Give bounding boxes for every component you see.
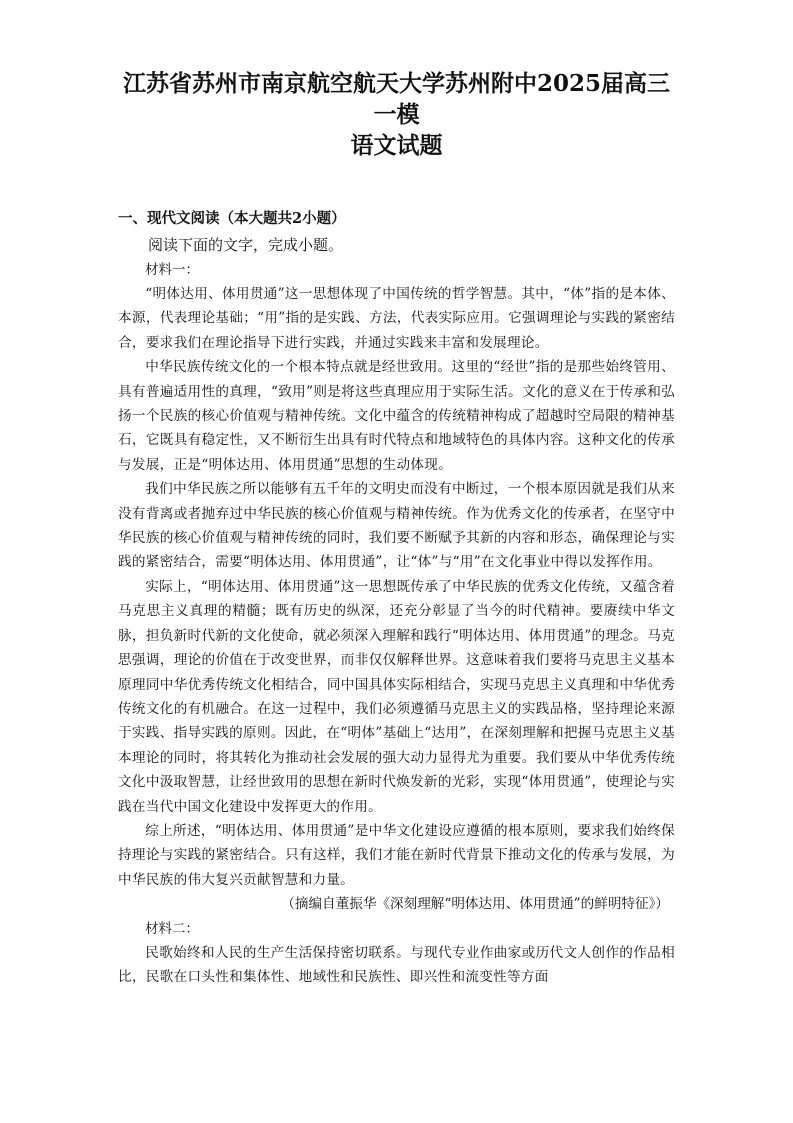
title-line-2: 语文试题 <box>350 132 443 159</box>
document-title <box>118 68 675 161</box>
material-1-source: （摘编自董振华《深刻理解“明体达用、体用贯通”的鲜明特征》） <box>281 896 669 913</box>
material-1-label: 材料一： <box>145 261 199 278</box>
material-1-paragraph-3: 我们中华民族之所以能够有五千年的文明史而没有中断过，一个根本原因就是我们从来没有背离或者抛弃过中华民族的核心价值观与精神传统。作为优秀文化的传承者，在坚守中华民族的核心价值观与精神传统的同时，我们要不断赋予其新的内容和形态，确保理论与实践的紧密结合，需要“明体达用、体用贯通”，让“体”与“用”在文化事业中得以发挥作用。 <box>118 481 675 571</box>
material-1-paragraph-5: 综上所述，“明体达用、体用贯通”是中华文化建设应遵循的根本原则，要求我们始终保持理论与实践的紧密结合。只有这样，我们才能在新时代背景下推动文化的传承与发展，为中华民族的伟大复兴贡献智慧和力量。 <box>118 822 675 888</box>
material-1-paragraph-4: 实际上，“明体达用、体用贯通”这一思想既传承了中华民族的优秀文化传统，又蕴含着马克思主义真理的精髓；既有历史的纵深，还充分彰显了当今的时代精神。要赓续中华文脉，担负新时代新的文化使命，就必须深入理解和践行“明体达用、体用贯通”的理念。马克思强调，理论的价值在于改变世界，而非仅仅解释世界。这意味着我们要将马克思主义基本原理同中华优秀传统文化相结合，同中国具体实际相结合，实现马克思主义真理和中华优秀传统文化的有机融合。在这一过程中，我们必须遵循马克思主义的实践品格，坚持理论来源于实践、指导实践的原则。因此，在“明体”基础上“达用”，在深刻理解和把握马克思主义基本理论的同时，将其转化为推动社会发展的强大动力显得尤为重要。我们要从中华优秀传统文化中汲取智慧，让经世致用的思想在新时代焕发新的光彩，实现“体用贯通”，使理论与实践在当代中国文化建设中发挥更大的作用。 <box>118 578 675 815</box>
title-line-1: 江苏省苏州市南京航空航天大学苏州附中2025届高三一模 <box>122 70 670 128</box>
material-2-label: 材料二： <box>145 920 199 937</box>
section-intro: 阅读下面的文字，完成小题。 <box>148 236 344 254</box>
material-1-paragraph-1: “明体达用、体用贯通”这一思想体现了中国传统的哲学智慧。其中，“体”指的是本体、本源，代表理论基础；“用”指的是实践、方法，代表实际应用。它强调理论与实践的紧密结合，要求我们在理论指导下进行实践，并通过实践来丰富和发展理论。 <box>118 286 675 351</box>
material-2-paragraph-1: 民歌始终和人民的生产生活保持密切联系。与现代专业作曲家或历代文人创作的作品相比，民歌在口头性和集体性、地域性和民族性、即兴性和流变性等方面 <box>118 945 675 986</box>
material-1-paragraph-2: 中华民族传统文化的一个根本特点就是经世致用。这里的“经世”指的是那些始终管用、具有普遍适用性的真理，“致用”则是将这些真理应用于实际生活。文化的意义在于传承和弘扬一个民族的核心价值观与精神传统。文化中蕴含的传统精神构成了超越时空局限的精神基石，它既具有稳定性，又不断衍生出具有时代特点和地域特色的具体内容。这种文化的传承与发展，正是“明体达用、体用贯通”思想的生动体现。 <box>118 359 675 473</box>
section-heading: 一、现代文阅读（本大题共2小题） <box>118 210 346 227</box>
